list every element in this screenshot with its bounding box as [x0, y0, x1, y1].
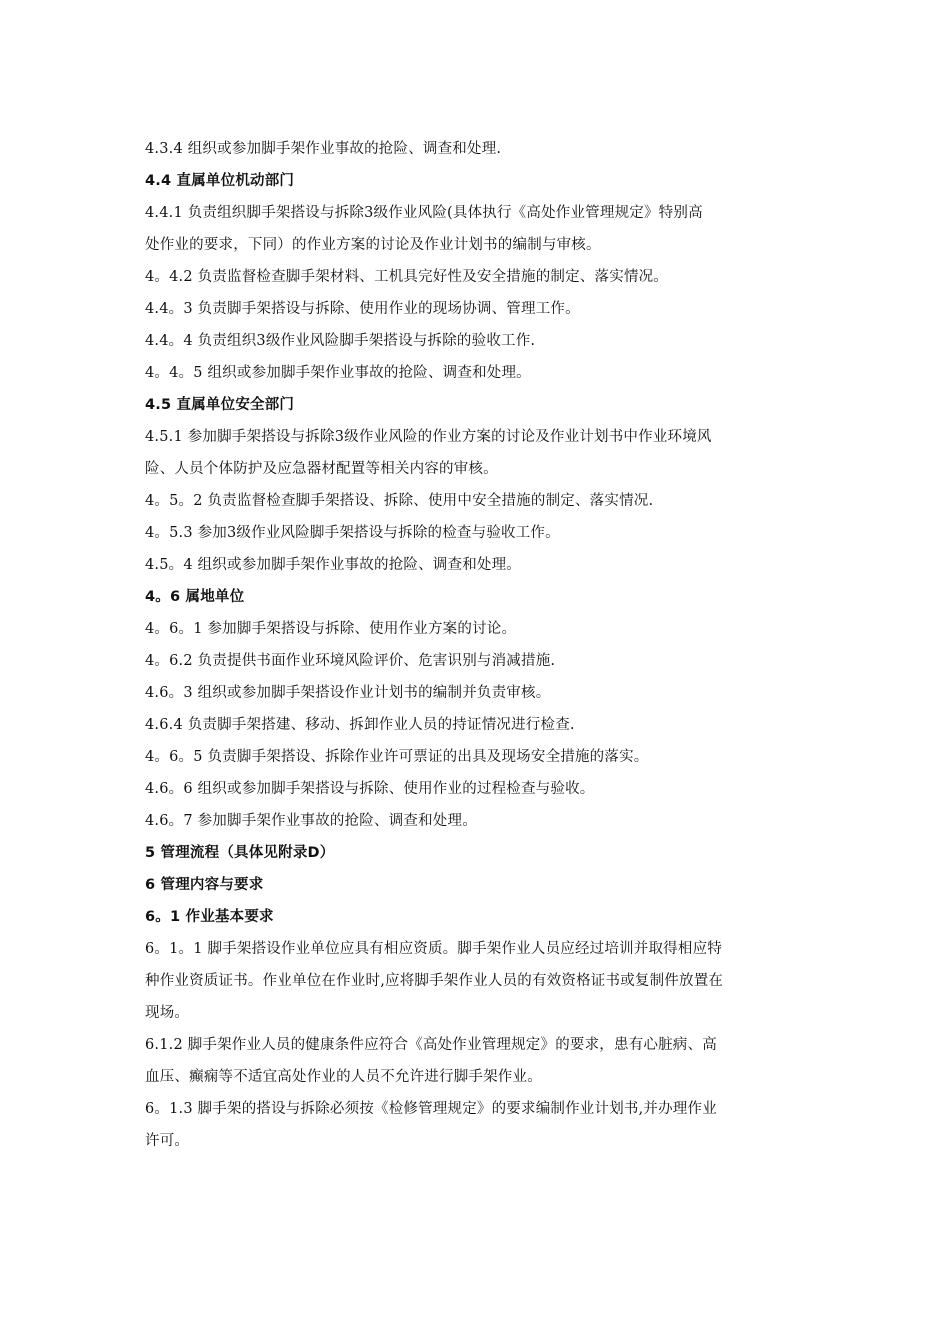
body-line: 4。4。5 组织或参加脚手架作业事故的抢险、调查和处理。: [145, 365, 531, 381]
body-line: 现场。: [145, 1005, 190, 1021]
body-line: 4.6。7 参加脚手架作业事故的抢险、调查和处理。: [145, 813, 477, 829]
document-page: [145, 133, 815, 1157]
body-line: 血压、癫痫等不适宜高处作业的人员不允许进行脚手架作业。: [145, 1069, 542, 1085]
body-line: 4。6。5 负责脚手架搭设、拆除作业许可票证的出具及现场安全措施的落实。: [145, 749, 649, 765]
body-line: 6。1。1 脚手架搭设作业单位应具有相应资质。脚手架作业人员应经过培训并取得相应特: [145, 941, 722, 957]
body-line: 6。1.3 脚手架的搭设与拆除必须按《检修管理规定》的要求编制作业计划书,并办理作业: [145, 1101, 717, 1117]
body-line: 4.4。4 负责组织3级作业风险脚手架搭设与拆除的验收工作.: [145, 333, 536, 349]
body-line: 险、人员个体防护及应急器材配置等相关内容的审核。: [145, 461, 498, 477]
body-line: 4.4。3 负责脚手架搭设与拆除、使用作业的现场协调、管理工作。: [145, 301, 580, 317]
section-heading: 4.5 直属单位安全部门: [145, 397, 295, 413]
body-line: 4.5。4 组织或参加脚手架作业事故的抢险、调查和处理。: [145, 557, 521, 573]
body-line: 4。6.2 负责提供书面作业环境风险评价、危害识别与消减措施.: [145, 653, 556, 669]
body-line: 4.3.4 组织或参加脚手架作业事故的抢险、调查和处理.: [145, 141, 502, 157]
body-line: 种作业资质证书。作业单位在作业时,应将脚手架作业人员的有效资格证书或复制件放置在: [145, 973, 724, 989]
body-line: 4.6。6 组织或参加脚手架搭设与拆除、使用作业的过程检查与验收。: [145, 781, 595, 797]
body-line: 4.6。3 组织或参加脚手架搭设作业计划书的编制并负责审核。: [145, 685, 551, 701]
body-line: 4。5.3 参加3级作业风险脚手架搭设与拆除的检查与验收工作。: [145, 525, 560, 541]
section-heading: 6 管理内容与要求: [145, 877, 264, 893]
body-line: 4.4.1 负责组织脚手架搭设与拆除3级作业风险(具体执行《高处作业管理规定》特别高: [145, 205, 703, 221]
body-line: 4.5.1 参加脚手架搭设与拆除3级作业风险的作业方案的讨论及作业计划书中作业环境风: [145, 429, 712, 445]
body-line: 许可。: [145, 1133, 190, 1149]
body-line: 4。5。2 负责监督检查脚手架搭设、拆除、使用中安全措施的制定、落实情况.: [145, 493, 654, 509]
body-line: 6.1.2 脚手架作业人员的健康条件应符合《高处作业管理规定》的要求，患有心脏病、高: [145, 1037, 717, 1053]
body-line: 4。6。1 参加脚手架搭设与拆除、使用作业方案的讨论。: [145, 621, 517, 637]
section-heading: 6。1 作业基本要求: [145, 909, 274, 925]
body-line: 4.6.4 负责脚手架搭建、移动、拆卸作业人员的持证情况进行检查.: [145, 717, 575, 733]
section-heading: 5 管理流程（具体见附录D）: [145, 845, 335, 861]
body-line: 4。4.2 负责监督检查脚手架材料、工机具完好性及安全措施的制定、落实情况。: [145, 269, 668, 285]
section-heading: 4。6 属地单位: [145, 589, 245, 605]
body-line: 处作业的要求，下同）的作业方案的讨论及作业计划书的编制与审核。: [145, 237, 601, 253]
section-heading: 4.4 直属单位机动部门: [145, 173, 295, 189]
